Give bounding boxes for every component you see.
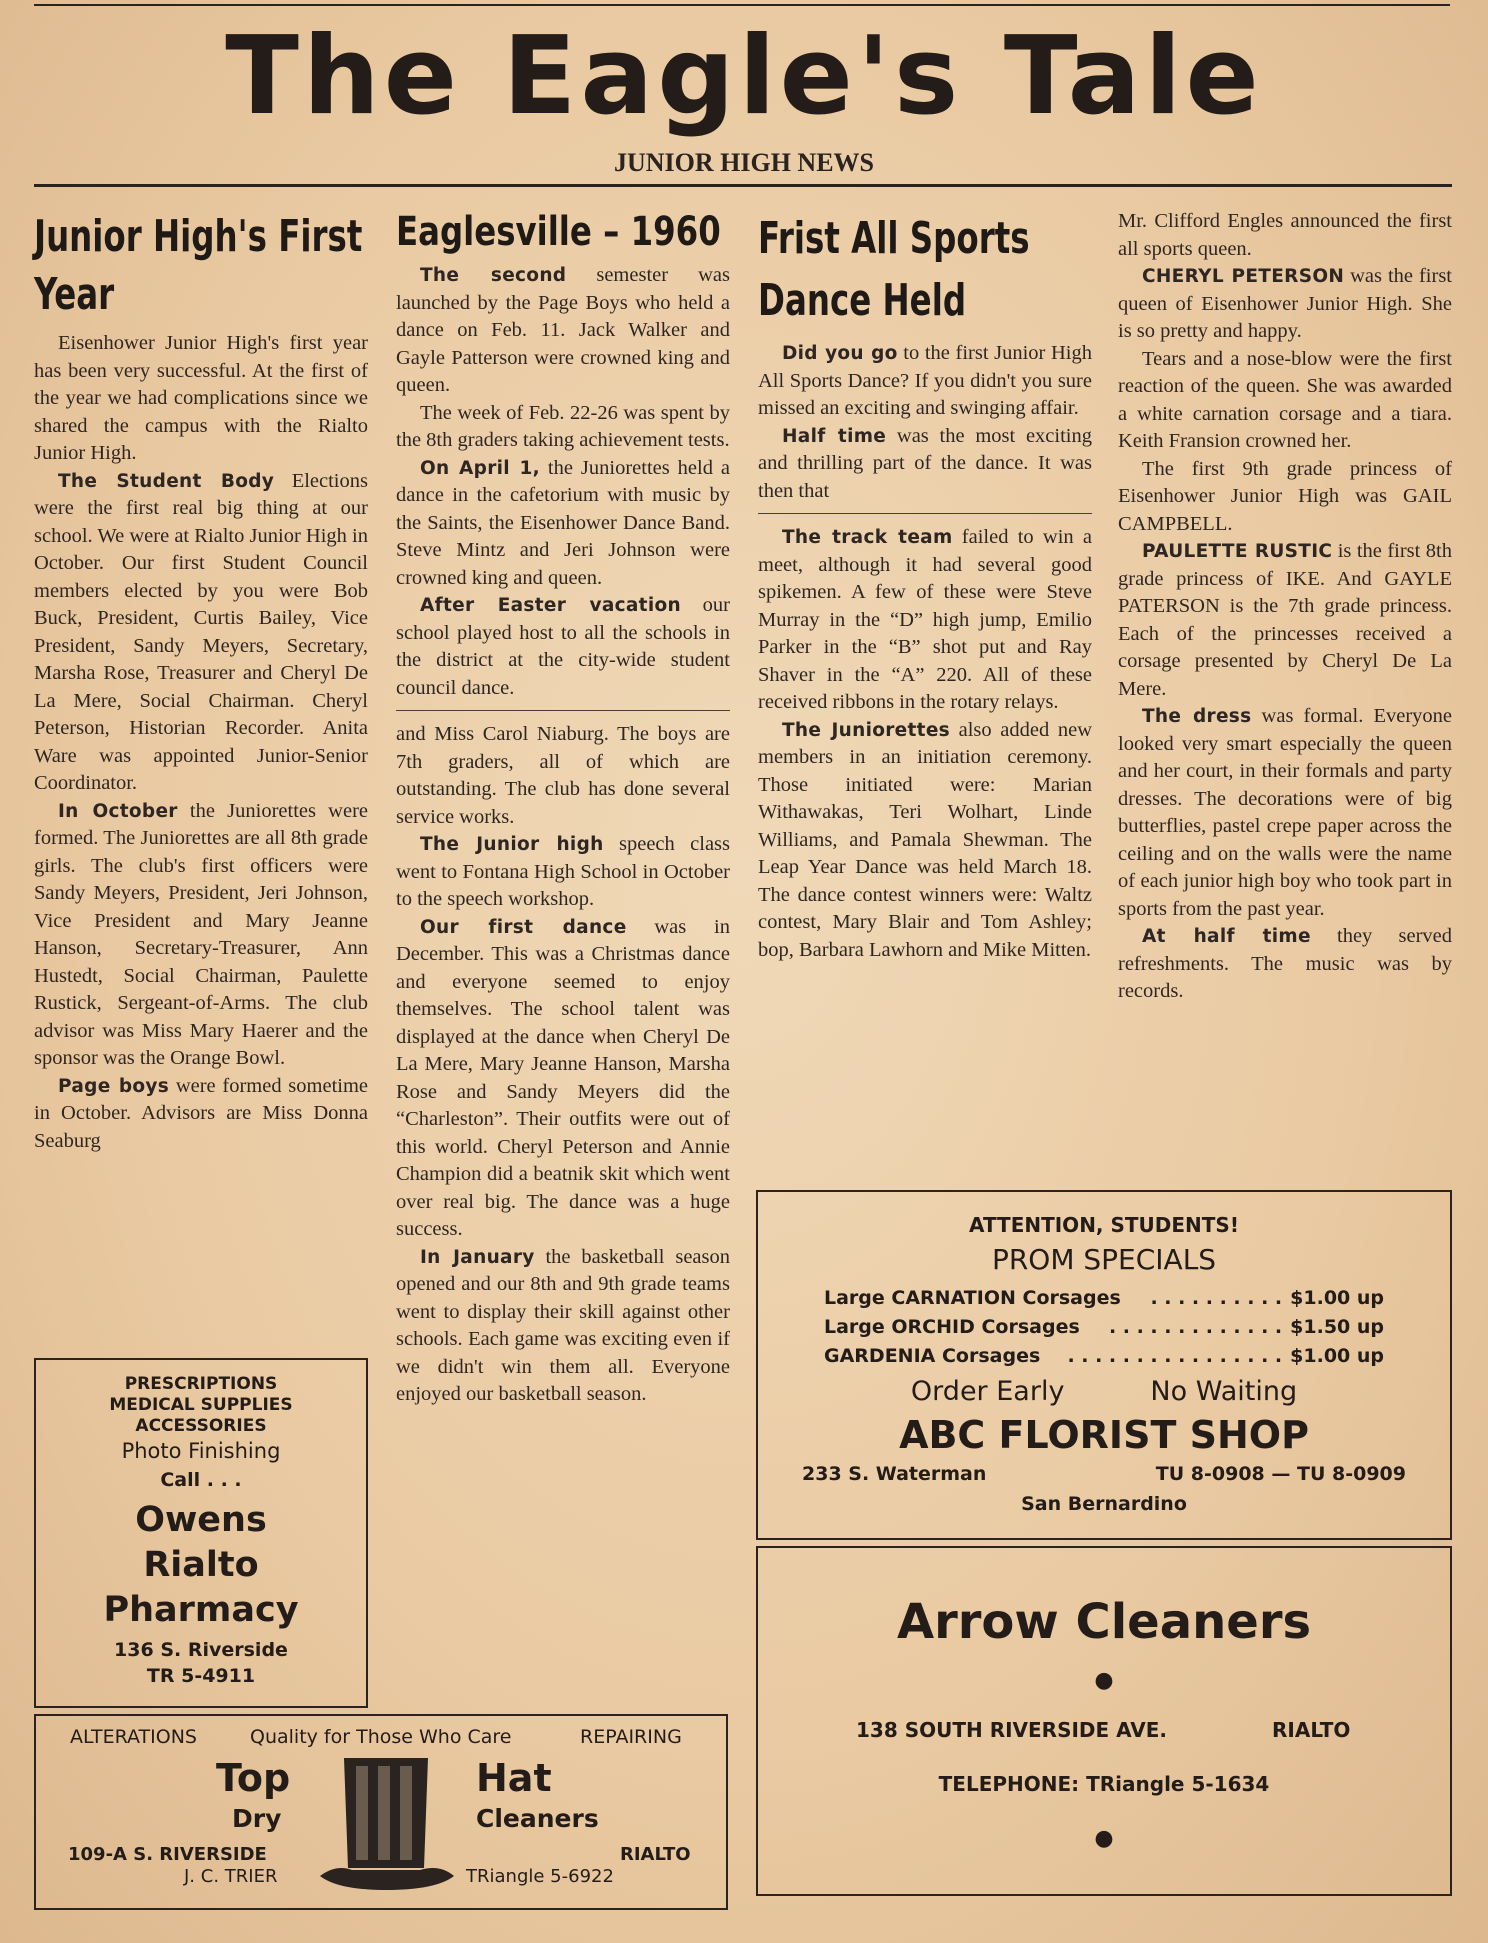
paragraph-lead: The Junior high xyxy=(420,834,604,855)
paragraph xyxy=(758,524,1092,717)
ad-line: ALTERATIONS xyxy=(70,1726,197,1748)
paragraph xyxy=(396,914,730,1244)
brand-word-dry: Dry xyxy=(232,1804,282,1833)
paragraph-text: Mr. Clifford Engles announced the first all sports queen. xyxy=(1118,210,1452,260)
ad-owner: J. C. TRIER xyxy=(184,1866,278,1887)
ad-phone: TR 5-4911 xyxy=(146,1665,256,1687)
price-dots: . . . . . . . . . . xyxy=(1150,1287,1283,1309)
ad-line: PRESCRIPTIONS xyxy=(124,1374,278,1394)
ad-tagline xyxy=(758,1373,1450,1411)
article-body xyxy=(34,330,368,1155)
column-all-sports-dance xyxy=(758,200,1092,964)
paragraph xyxy=(396,400,730,455)
paragraph-lead: Our first dance xyxy=(420,916,627,938)
headline-all-sports-dance: Frist All Sports Dance Held xyxy=(758,213,1030,326)
article-body xyxy=(1118,208,1452,1006)
price-label: Large ORCHID Corsages xyxy=(824,1316,1080,1338)
paragraph xyxy=(758,717,1092,965)
ad-address: 138 SOUTH RIVERSIDE AVE. xyxy=(856,1718,1168,1742)
top-rule xyxy=(34,4,1450,6)
paragraph xyxy=(34,468,368,798)
ad-line: Photo Finishing xyxy=(121,1439,281,1463)
price-label: GARDENIA Corsages xyxy=(824,1345,1041,1367)
paragraph xyxy=(34,1073,368,1156)
ad-arrow-cleaners xyxy=(756,1546,1452,1896)
ad-owens-pharmacy xyxy=(34,1358,368,1708)
ad-contact xyxy=(758,1459,1450,1489)
paragraph-lead: Page boys xyxy=(58,1075,170,1097)
paragraph-lead: In January xyxy=(420,1246,535,1268)
paragraph-lead: Half time xyxy=(782,425,887,447)
price-value: $1.50 up xyxy=(1290,1316,1384,1338)
ad-address: 136 S. Riverside xyxy=(114,1639,288,1661)
ad-line: ACCESSORIES xyxy=(135,1416,267,1436)
column-queen-continued xyxy=(1118,208,1452,1006)
paragraph-text: our school played host to all the schools in the district at the city-wide student council dance. xyxy=(396,594,730,699)
paragraph xyxy=(758,423,1092,506)
paragraph-text: semester was launched by the Page Boys who held a dance on Feb. 11. Jack Walker and Gayle Patterson were crowned king and queen. xyxy=(396,264,730,396)
masthead-subtitle: JUNIOR HIGH NEWS xyxy=(613,148,875,177)
paragraph xyxy=(34,798,368,1073)
paragraph xyxy=(396,1244,730,1409)
paragraph-lead: The track team xyxy=(782,527,953,548)
ad-phone: TRiangle 5-6922 xyxy=(466,1866,614,1887)
paragraph xyxy=(396,592,730,702)
ad-top-hat-cleaners xyxy=(34,1714,728,1910)
bullet-icon: ● xyxy=(1094,1826,1114,1851)
column-eaglesville xyxy=(396,200,730,1409)
paragraph-text: Tears and a nose-blow were the first reaction of the queen. She was awarded a white carnation corsage and a tiara. Keith Fransion crowned her. xyxy=(1118,347,1452,452)
ad-line: MEDICAL SUPPLIES xyxy=(109,1395,293,1415)
ad-line: Quality for Those Who Care xyxy=(250,1726,512,1748)
paragraph-text: was formal. Everyone looked very smart especially the queen and her court, in their formals and party dresses. The decorations were of big butterflies, pastel crepe paper across the ceiling and on the walls were the name of each junior high boy who took part in sports from the past year. xyxy=(1118,705,1452,920)
ad-line: Call . . . xyxy=(160,1469,242,1491)
paragraph-text: was the most exciting and thrilling part of the dance. It was then that xyxy=(758,424,1092,502)
ad-line: REPAIRING xyxy=(580,1726,682,1748)
paragraph-lead: The Student Body xyxy=(58,470,275,492)
paragraph-lead: CHERYL PETERSON xyxy=(1142,266,1345,287)
paragraph-text: is the first 8th grade princess of IKE. And GAYLE PATERSON is the 7th grade princess. Each of the princesses received a corsage presented by Cheryl De La Mere. xyxy=(1118,540,1452,700)
paragraph-lead: The dress xyxy=(1142,706,1252,727)
paragraph xyxy=(1118,703,1452,923)
paragraph-lead: In October xyxy=(58,800,178,822)
price-dots: . . . . . . . . . . . . . xyxy=(1108,1316,1283,1338)
paragraph-text: the basketball season opened and our 8th and 9th grade teams went to display their skill against other schools. Each game was exciting even if we didn't win them all. Everyone enjoyed our basketball season. xyxy=(396,1245,730,1405)
paragraph xyxy=(34,330,368,468)
paragraph xyxy=(1118,538,1452,703)
column-divider xyxy=(396,710,730,711)
brand-word-hat: Hat xyxy=(476,1756,552,1800)
arrow-cleaners-name: Arrow Cleaners xyxy=(896,1594,1312,1650)
paragraph-lead: The second xyxy=(420,265,567,286)
top-hat-icon xyxy=(316,1752,456,1902)
price-value: $1.00 up xyxy=(1290,1287,1384,1309)
article-body-continued xyxy=(758,524,1092,964)
paragraph-lead: The Juniorettes xyxy=(782,719,950,741)
paragraph-text: also added new members in an initiation ceremony. Those initiated were: Marian Withawakas, Teri Wolhart, Linde Williams, and Pamala Shewman. The Leap Year Dance was held March 18. The dance contest winners were: Waltz contest, Mary Blair and Tom Ashley; bop, Barbara Lawhorn and Mike Mitten. xyxy=(758,718,1092,961)
ad-address: 233 S. Waterman xyxy=(802,1463,987,1485)
paragraph-text: they served refreshments. The music was by records. xyxy=(1118,925,1452,1002)
article-body-continued xyxy=(396,721,730,1409)
column-junior-high-first-year xyxy=(34,200,368,1155)
ad-attention: ATTENTION, STUDENTS! xyxy=(969,1213,1239,1237)
paragraph-text: the Juniorettes were formed. The Juniorettes are all 8th grade girls. The club's first officers were Sandy Meyers, President, Jeri Johnson, Vice President and Mary Jeanne Hanson, Secretary-Treasurer, Ann Hustedt, Social Chairman, Paulette Rustick, Sergeant-of-Arms. The club advisor was Miss Mary Haerer and the sponsor was the Orange Bowl. xyxy=(34,799,368,1069)
masthead-title: The Eagle's Tale xyxy=(225,14,1263,139)
ad-city: RIALTO xyxy=(620,1844,691,1865)
pharmacy-name: Rialto xyxy=(143,1545,259,1585)
paragraph-lead: Did you go xyxy=(782,343,898,364)
price-row xyxy=(824,1342,1384,1371)
ad-city: San Bernardino xyxy=(1021,1493,1187,1515)
price-row xyxy=(824,1313,1384,1342)
paragraph-text: The week of Feb. 22-26 was spent by the 8th graders taking achievement tests. xyxy=(396,401,730,451)
paragraph-text: failed to win a meet, although it had several good spikemen. A few of these were Steve Murray in the “D” high jump, Emilio Parker in the “B” shot put and Ray Shaver in the “A” 220. All of these received ribbons in the rotary relays. xyxy=(758,526,1092,713)
order-early-text: Order Early xyxy=(910,1376,1065,1407)
headline-first-year: Junior High's First Year xyxy=(34,211,363,320)
paragraph-lead: After Easter vacation xyxy=(420,595,681,616)
paragraph xyxy=(1118,346,1452,456)
paragraph-text: the Juniorettes held a dance in the cafetorium with music by the Saints, the Eisenhower Dance Band. Steve Mintz and Jeri Johnson were crowned king and queen. xyxy=(396,456,730,589)
paragraph xyxy=(1118,456,1452,539)
no-waiting-text: No Waiting xyxy=(1150,1376,1298,1407)
pharmacy-name: Owens xyxy=(135,1500,267,1540)
ad-abc-florist xyxy=(756,1190,1452,1540)
paragraph xyxy=(396,455,730,593)
ad-prom-specials: PROM SPECIALS xyxy=(991,1243,1217,1276)
column-divider xyxy=(758,513,1092,514)
ad-address: 109-A S. RIVERSIDE xyxy=(68,1844,267,1865)
price-list xyxy=(758,1280,1450,1371)
paragraph-lead: PAULETTE RUSTIC xyxy=(1142,541,1333,562)
bullet-icon: ● xyxy=(1094,1668,1114,1693)
price-dots: . . . . . . . . . . . . . . . . xyxy=(1067,1345,1283,1367)
paragraph-text: was the first queen of Eisenhower Junior High. She is so pretty and happy. xyxy=(1118,265,1452,342)
price-value: $1.00 up xyxy=(1290,1345,1384,1367)
paragraph xyxy=(1118,263,1452,346)
paragraph-lead: On April 1, xyxy=(420,457,540,479)
paragraph-text: were formed sometime in October. Advisors are Miss Donna Seaburg xyxy=(34,1074,369,1152)
paragraph xyxy=(1118,923,1452,1006)
paragraph-lead: At half time xyxy=(1142,926,1311,947)
price-row xyxy=(824,1284,1384,1313)
paragraph xyxy=(396,721,730,831)
pharmacy-name: Pharmacy xyxy=(103,1590,299,1630)
article-body xyxy=(396,262,730,702)
paragraph xyxy=(396,262,730,400)
ad-phone: TELEPHONE: TRiangle 5-1634 xyxy=(938,1772,1270,1796)
paragraph-text: and Miss Carol Niaburg. The boys are 7th graders, all of which are outstanding. The club has done several service works. xyxy=(396,723,730,828)
brand-word-cleaners: Cleaners xyxy=(476,1804,599,1833)
paragraph-text: speech class went to Fontana High School in October to the speech workshop. xyxy=(396,833,731,910)
florist-name: ABC FLORIST SHOP xyxy=(899,1413,1309,1457)
paragraph-text: to the first Junior High All Sports Dance? If you didn't you sure missed an exciting and swinging affair. xyxy=(758,342,1092,419)
paragraph-text: The first 9th grade princess of Eisenhower Junior High was GAIL CAMPBELL. xyxy=(1118,457,1452,535)
paragraph-text: was in December. This was a Christmas dance and everyone seemed to enjoy themselves. The school talent was displayed at the dance when Cheryl De La Mere, Mary Jeanne Hanson, Marsha Rose and Sandy Meyers did the “Charleston”. Their outfits were out of this world. Cheryl Peterson and Annie Champion did a beatnik skit which went over real big. The dance was a huge success. xyxy=(396,915,731,1240)
ad-city: RIALTO xyxy=(1272,1718,1351,1742)
masthead-rule xyxy=(34,184,1452,187)
headline-eaglesville: Eaglesville – 1960 xyxy=(396,209,721,255)
paragraph xyxy=(758,340,1092,423)
brand-word-top: Top xyxy=(216,1756,291,1800)
price-label: Large CARNATION Corsages xyxy=(824,1287,1121,1309)
paragraph xyxy=(396,831,730,914)
article-body xyxy=(758,340,1092,505)
paragraph-text: Elections were the first real big thing at our school. We were at Rialto Junior High in October. Our first Student Council members elected by you were Bob Buck, President, Curtis Bailey, Vice President, Sandy Meyers, Secretary, Marsha Rose, Treasurer and Cheryl De La Mere, Social Chairman. Cheryl Peterson, Historian Recorder. Anita Ware was appointed Junior-Senior Coordinator. xyxy=(34,469,368,794)
paragraph xyxy=(1118,208,1452,263)
paragraph-text: Eisenhower Junior High's first year has been very successful. At the first of the year we had complications since we shared the campus with the Rialto Junior High. xyxy=(34,332,368,464)
ad-phone: TU 8-0908 — TU 8-0909 xyxy=(1155,1463,1406,1485)
